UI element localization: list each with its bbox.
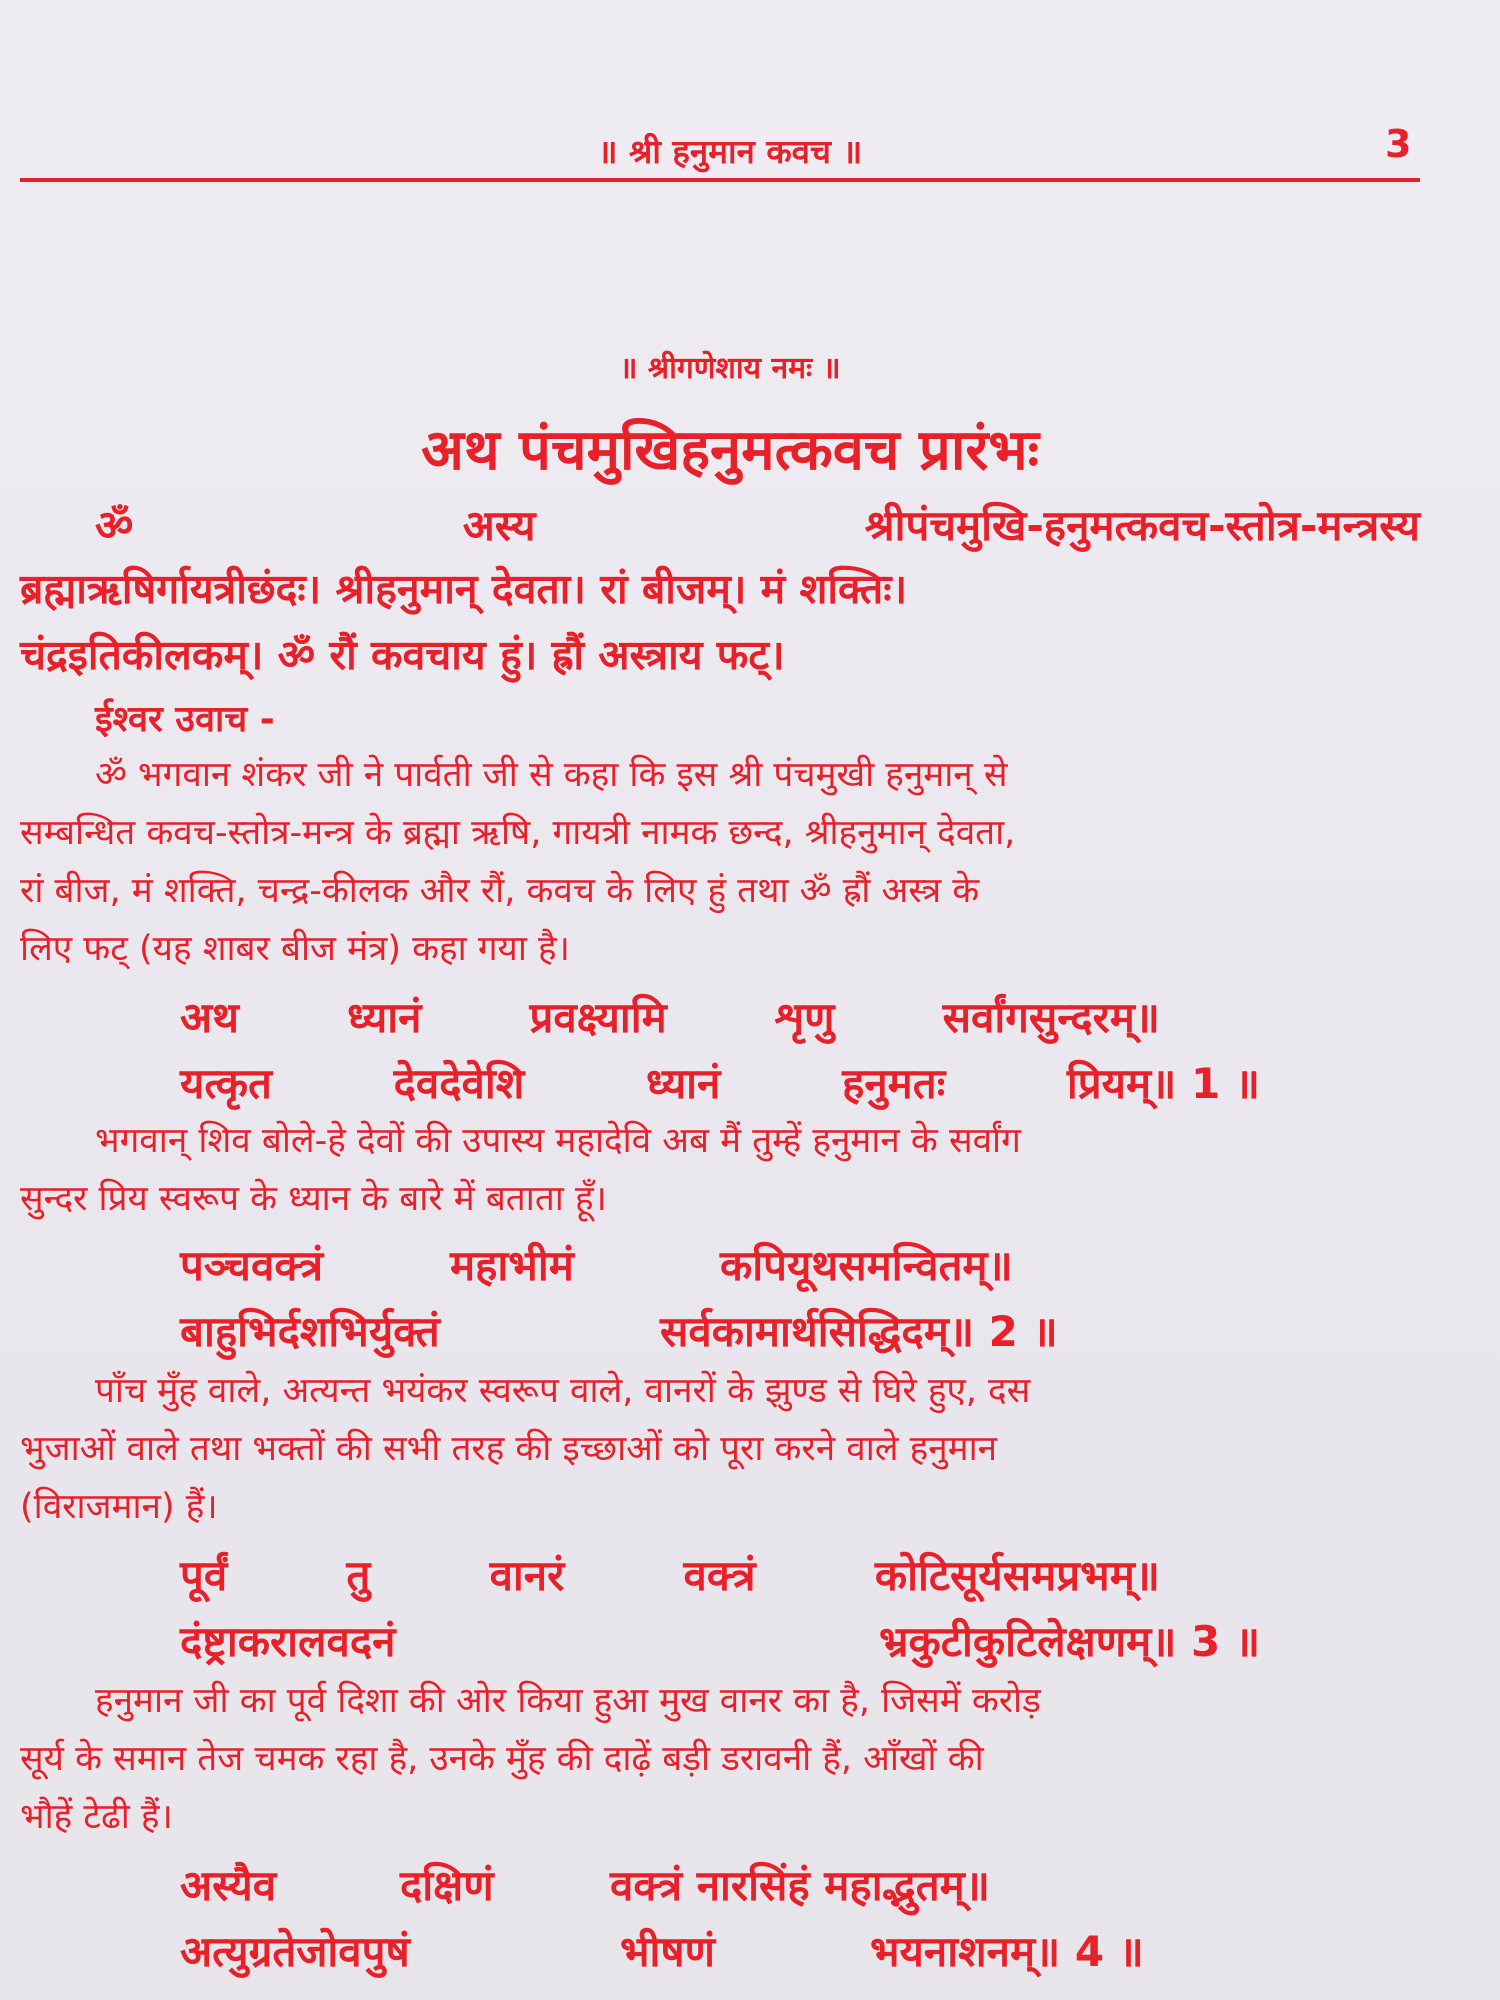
- para3-line: भुजाओं वाले तथा भक्तों की सभी तरह की इच्छाओं को पूरा करने वाले हनुमान: [20, 1429, 998, 1469]
- verse-word: भ्रकुटीकुटिलेक्षणम्॥ 3 ॥: [879, 1617, 1260, 1666]
- verse-word: सर्वांगसुन्दरम्॥: [942, 993, 1160, 1042]
- verse-word: वानरं: [489, 1551, 565, 1600]
- running-header-title: ॥ श्री हनुमान कवच ॥: [597, 132, 863, 171]
- verse-word: महाभीमं: [450, 1241, 574, 1290]
- verse1-line-1: [180, 988, 1160, 1045]
- para1-line: लिए फट् (यह शाबर बीज मंत्र) कहा गया है।: [20, 929, 570, 969]
- verse-word: अस्यैव: [180, 1861, 277, 1910]
- verse-word: सर्वकामार्थसिद्धिदम्॥ 2 ॥: [660, 1307, 1058, 1356]
- verse-word: पञ्चवक्त्रं: [180, 1241, 324, 1290]
- main-title: अथ पंचमुखिहनुमत्कवच प्रारंभः: [421, 418, 1039, 483]
- verse3-line-2: [180, 1612, 1260, 1669]
- verse-word: भयनाशनम्॥ 4 ॥: [870, 1927, 1144, 1976]
- para4-line: भौहें टेढी हैं।: [20, 1797, 173, 1837]
- verse-word: दंष्ट्राकरालवदनं: [180, 1617, 396, 1666]
- para1-line: सम्बन्धित कवच-स्तोत्र-मन्त्र के ब्रह्मा ऋषि, गायत्री नामक छन्द, श्रीहनुमान् देवता,: [20, 813, 1016, 853]
- para3-line: (विराजमान) हैं।: [20, 1487, 218, 1527]
- viniyoga-line-2: ब्रह्माऋषिर्गायत्रीछंदः। श्रीहनुमान् देवता। रां बीजम्। मं शक्तिः।: [20, 565, 908, 613]
- verse-word: ध्यानं: [646, 1059, 721, 1108]
- para2-line: सुन्दर प्रिय स्वरूप के ध्यान के बारे में बताता हूँ।: [20, 1179, 607, 1219]
- verse-word: देवदेवेशि: [393, 1059, 525, 1108]
- verse-word: हनुमतः: [842, 1059, 946, 1108]
- para1-line: रां बीज, मं शक्ति, चन्द्र-कीलक और रौं, कवच के लिए हुं तथा ॐ ह्रौं अस्त्र के: [20, 871, 980, 911]
- verse1-line-2: [180, 1054, 1260, 1111]
- verse-word: प्रियम्॥ 1 ॥: [1066, 1059, 1260, 1108]
- verse-word: कोटिसूर्यसमप्रभम्॥: [874, 1551, 1160, 1600]
- verse3-line-1: [180, 1546, 1160, 1603]
- verse-word: दक्षिणं: [400, 1861, 494, 1910]
- verse-word: तु: [346, 1551, 371, 1600]
- para1-line: ॐ भगवान शंकर जी ने पार्वती जी से कहा कि इस श्री पंचमुखी हनुमान् से: [95, 755, 1008, 795]
- viniyoga-line-3: चंद्रइतिकीलकम्। ॐ रौं कवचाय हुं। ह्रौं अस्त्राय फट्।: [20, 631, 785, 679]
- verse-word: प्रवक्ष्यामि: [529, 993, 667, 1042]
- viniyoga-word: श्रीपंचमुखि-हनुमत्कवच-स्तोत्र-मन्त्रस्य: [864, 501, 1420, 550]
- verse-word: अत्युग्रतेजोवपुषं: [180, 1927, 410, 1976]
- para4-line: सूर्य के समान तेज चमक रहा है, उनके मुँह की दाढ़ें बड़ी डरावनी हैं, आँखों की: [20, 1739, 984, 1779]
- verse-word: वक्त्रं नारसिंहं महाद्भुतम्॥: [610, 1861, 990, 1910]
- page-number: 3: [1385, 122, 1412, 166]
- verse-word: पूर्वं: [180, 1551, 228, 1600]
- para4-line: हनुमान जी का पूर्व दिशा की ओर किया हुआ मुख वानर का है, जिसमें करोड़: [95, 1681, 1041, 1721]
- header-rule: [20, 178, 1420, 182]
- verse-word: कपियूथसमन्वितम्॥: [720, 1241, 1013, 1290]
- verse-word: बाहुभिर्दशभिर्युक्तं: [180, 1307, 440, 1356]
- verse-word: भीषणं: [620, 1927, 716, 1976]
- verse-word: ध्यानं: [347, 993, 422, 1042]
- invocation: ॥ श्रीगणेशाय नमः ॥: [619, 351, 841, 386]
- verse-word: वक्त्रं: [683, 1551, 756, 1600]
- verse-word: शृणु: [774, 993, 835, 1042]
- verse-word: यत्कृत: [180, 1059, 272, 1108]
- ishwar-uvach-label: ईश्वर उवाच -: [95, 699, 275, 740]
- viniyoga-line-1: [95, 496, 1420, 553]
- verse-word: अथ: [180, 993, 239, 1042]
- viniyoga-word: अस्य: [462, 501, 536, 550]
- om-symbol: ॐ: [95, 501, 134, 550]
- para3-line: पाँच मुँह वाले, अत्यन्त भयंकर स्वरूप वाले, वानरों के झुण्ड से घिरे हुए, दस: [95, 1371, 1031, 1411]
- para2-line: भगवान् शिव बोले-हे देवों की उपास्य महादेवि अब मैं तुम्हें हनुमान के सर्वांग: [95, 1121, 1021, 1161]
